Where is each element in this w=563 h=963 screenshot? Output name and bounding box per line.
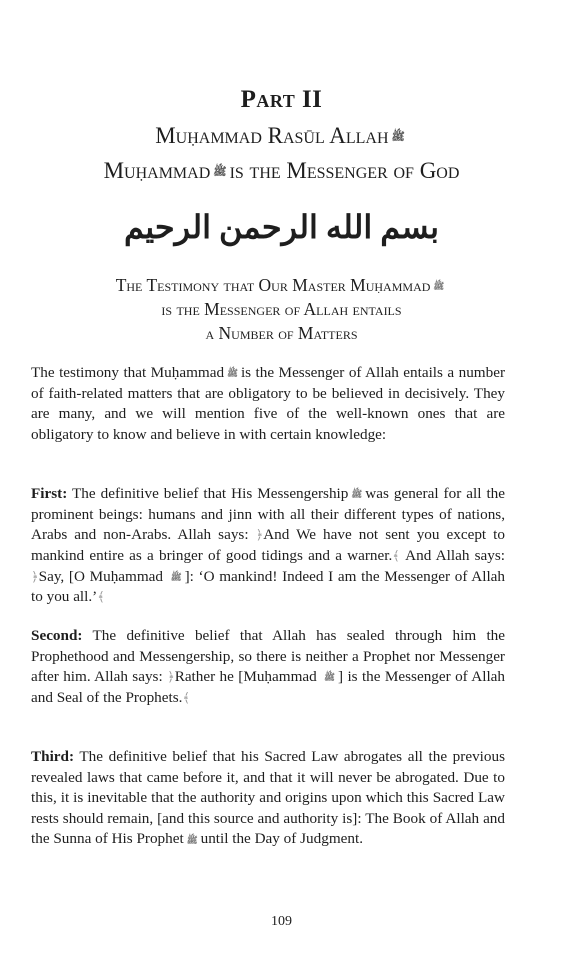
page-number: 109 (271, 914, 292, 929)
first-quote-2b: ]: ‘O mankind! Indeed I am the Messenger of Allah to you all.’ (31, 567, 506, 606)
intro-text-2: is the Messenger of Allah entails a number of faith-related matters that are obligatory to be believed in decisively. They are many, and we will mention five of the well-known ones that are obligatory to know and believe in with certain knowledge: (31, 364, 506, 443)
third-paragraph (31, 747, 505, 850)
intro-paragraph (31, 363, 505, 446)
third-text-2: until the Day of Judgment. (200, 830, 363, 848)
second-quote-1a: Rather he [Muḥammad (174, 668, 317, 686)
salawat-icon: ﷺ (227, 368, 238, 379)
first-paragraph (31, 484, 505, 608)
part-title-line1 (0, 123, 563, 149)
second-label: Second: (31, 627, 83, 644)
second-paragraph (31, 626, 505, 709)
salawat-icon: ﷺ (213, 165, 227, 178)
first-text-3: And Allah says: (405, 547, 506, 564)
second-quote-1b: ] is the Messenger of Allah and Seal of the Prophets. (31, 668, 506, 706)
part-title-line2-b: is the Messenger of God (229, 158, 460, 183)
basmala-calligraphy: بسم الله الرحمن الرحيم (123, 209, 440, 245)
quote-close-ornament: ﴾ (182, 690, 191, 705)
section-heading-line1-text: The Testimony that Our Master Muḥammad (115, 275, 431, 295)
part-title-line2-a: Muḥammad (103, 158, 211, 183)
first-text-1: The definitive belief that His Messengership (72, 485, 349, 502)
part-title-line1-text: Muḥammad Rasūl Allah (155, 123, 389, 148)
salawat-icon: ﷺ (351, 489, 363, 500)
first-text-2: was general for all the prominent beings: humans and jinn with all their different types of nations, Arabs and non-Arabs. Allah says: (31, 485, 505, 544)
salawat-icon: ﷺ (170, 571, 182, 582)
salawat-icon: ﷺ (186, 834, 198, 845)
first-quote-2a: Say, [O Muḥammad (38, 567, 163, 585)
quote-close-ornament: ﴾ (97, 589, 105, 605)
part-title-line2 (0, 158, 563, 184)
quote-open-ornament: ﴿ (31, 568, 39, 584)
intro-text-1: The testimony that Muḥammad (31, 364, 225, 381)
salawat-icon: ﷺ (433, 280, 445, 291)
quote-open-ornament: ﴿ (167, 669, 175, 685)
quote-close-ornament: ﴾ (392, 548, 400, 563)
first-label: First: (31, 485, 68, 502)
third-label: Third: (31, 748, 75, 765)
second-text-1: The definitive belief that Allah has sealed through him the Prophethood and Messengership, so there is neither a Prophet nor Messenger after him. Allah says: (31, 627, 505, 686)
section-heading-line3: a Number of Matters (205, 323, 358, 343)
salawat-icon: ﷺ (391, 130, 405, 143)
salawat-icon: ﷺ (324, 672, 335, 683)
quote-open-ornament: ﴿ (255, 527, 264, 543)
section-heading-line2: is the Messenger of Allah entails (161, 299, 402, 319)
third-text-1: The definitive belief that his Sacred Law abrogates all the previous revealed laws that came before it, and that it will never be abrogated. Due to this, it is inevitable that the authority and origins upon which this Sacred Law rests should remain, [and this source and authority is]: The Book of Allah and the Sunna of His Prophet (31, 748, 505, 848)
first-quote-1: And We have not sent you except to mankind entire as a bringer of good tidings and a warner. (31, 526, 505, 564)
part-heading: Part II (240, 86, 323, 113)
section-heading-line1 (0, 275, 563, 296)
